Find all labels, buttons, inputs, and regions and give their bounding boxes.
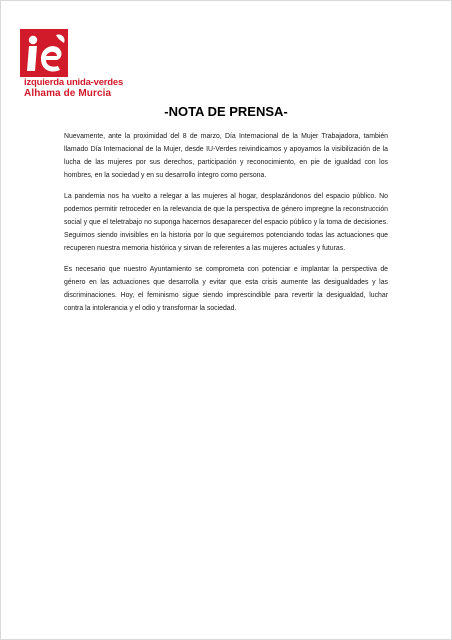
paragraph-1: Nuevamente, ante la proximidad del 8 de marzo, Día Internacional de la Mujer Trabajadora, también llamado Día Internacional de la Mujer, desde IU-Verdes reivindicamos y apoyamos la visibilización de la lucha de las mujeres por sus derechos, participación y reconocimiento, en pie de igualdad con los hombres, en la sociedad y en su desarrollo íntegro como persona.: [64, 133, 388, 179]
party-logo: [20, 29, 120, 77]
iu-logo-mark-icon: [20, 29, 68, 77]
document-title: -NOTA DE PRENSA-: [164, 104, 288, 119]
document-body: [64, 130, 388, 323]
logo-text-line1: izquierda unida-verdes: [24, 77, 124, 88]
paragraph-2: La pandemia nos ha vuelto a relegar a las mujeres al hogar, desplazándonos del espacio público. No podemos permitir retroceder en la relevancia de que la perspectiva de género impregne la reconstrucción social y que el teletrabajo no suponga hacernos desaparecer del espacio público y la toma de decisiones. Seguimos siendo invisibles en la historia por lo que seguiremos potenciando todas las actuaciones que recuperen nuestra memoria histórica y sirvan de referentes a las mujeres actuales y futuras.: [64, 193, 388, 252]
paragraph-3: Es necesario que nuestro Ayuntamiento se comprometa con potenciar e implantar la perspectiva de género en las actuaciones que desarrolla y evitar que esta crisis aumente las desigualdades y las discriminaciones. Hoy, el feminismo sigue siendo imprescindible para revertir la desigualdad, luchar contra la intolerancia y el odio y transformar la sociedad.: [64, 266, 388, 312]
logo-text-line2: Alhama de Murcia: [24, 88, 112, 99]
